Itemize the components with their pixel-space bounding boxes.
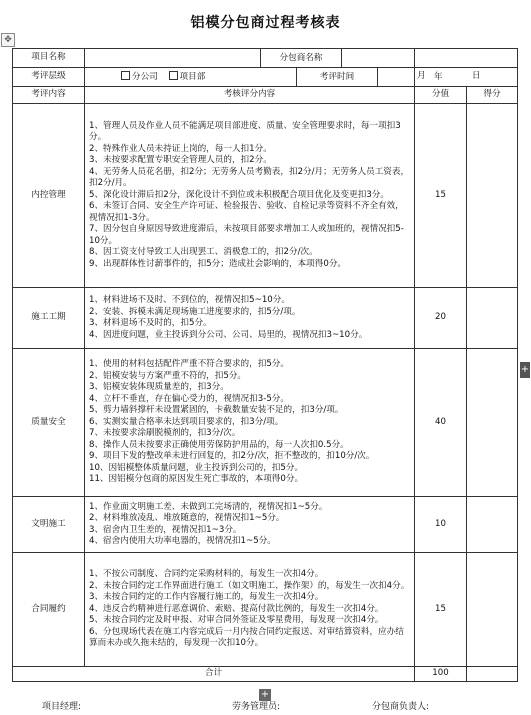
list-item: 1、管理人员及作业人员不能满足项目部进度、质量、安全管理要求时，每一项扣3分。: [89, 120, 401, 143]
list-item: 9、项目下发的整改单未进行回复的，扣2分/次，拒不整改的，扣10分/次。: [89, 451, 375, 462]
list-item: 7、未按要求涂刷脱模剂的，扣3分/次。: [89, 428, 241, 439]
branch-option-label: 分公司: [132, 72, 158, 82]
list-item: 5、深化设计滞后扣2分，深化设计不到位或未积极配合项目优化及变更扣3分。: [89, 189, 389, 200]
list-item: 4、因进度问题，业主投诉到分公司、公司、局里的，视情况扣3~10分。: [89, 329, 368, 340]
section-points: 40: [415, 349, 467, 497]
section-points: 15: [415, 553, 467, 667]
subcontractor-value[interactable]: [415, 49, 518, 68]
section-row: [13, 288, 518, 349]
list-item: 5、未按合同约定及时申报、对审合同外签证及零星费用，每发现一次扣4分。: [89, 615, 384, 626]
column-header-row: [13, 87, 518, 104]
list-item: 8、操作人员未按要求正确使用劳保防护用品的，每一人次扣0.5分。: [89, 439, 349, 450]
list-item: 3、宿舍内卫生差的，视情况扣1~3分。: [89, 524, 242, 535]
col-score-header: 得分: [467, 87, 518, 104]
section-score-cell[interactable]: [467, 288, 518, 349]
list-item: 4、立杆不垂直，存在偏心受力的，视情况扣3-5分。: [89, 393, 289, 404]
col-scoring-header: 考核评分内容: [85, 87, 415, 104]
list-item: 10、因铝模整体质量问题，业主投诉到公司的，扣5分。: [89, 462, 304, 473]
section-items: [85, 288, 415, 349]
list-item: 5、剪力墙斜撑杆未设置紧固的，卡截数量安装不足的，扣3分/项。: [89, 405, 344, 416]
list-item: 1、使用的材料包括配件严重不符合要求的，扣5分。: [89, 359, 289, 370]
section-row: [13, 349, 518, 497]
section-name: 内控管理: [13, 104, 85, 288]
project-dept-checkbox[interactable]: [169, 71, 178, 80]
assessment-table: [12, 48, 518, 682]
month-label: 月: [417, 71, 426, 81]
subcontractor-label: 分包商名称: [261, 49, 342, 67]
list-item: 7、因分包自身原因导致进度滞后，未按项目部要求增加工人或加班的，视情况扣5-10分。: [89, 224, 404, 246]
list-item: 11、因铝模分包商的原因发生死亡事故的，本项得0分。: [89, 474, 304, 485]
project-name-label: 项目名称: [13, 49, 85, 68]
project-name-row: [13, 49, 518, 68]
section-items: [85, 497, 415, 553]
section-row: [13, 497, 518, 553]
section-items: [85, 104, 415, 288]
level-label: 考评层级: [13, 68, 85, 87]
list-item: 6、实测实量合格率未达到项目要求的，扣3分/项。: [89, 416, 284, 427]
list-item: 3、未按合同约定的工作内容履行施工的，每发生一次扣4分。: [89, 592, 324, 603]
sub-manager-label: 分包商负责人:: [372, 702, 430, 712]
section-row: [13, 553, 518, 667]
table-move-handle-icon[interactable]: ✥: [1, 33, 15, 47]
section-name: 合同履约: [13, 553, 85, 667]
project-dept-option-label: 项目部: [179, 72, 206, 82]
total-label: 合计: [13, 667, 415, 682]
list-item: 6、未签订合同、安全生产许可证、检验报告、验收、自检记录等资料不齐全有效，视情况扣1-3分。: [89, 201, 404, 223]
list-item: 4、无劳务人员花名册，扣2分；无劳务人员考勤表，扣2分/月；无劳务人员工资表，扣2分/月。: [89, 166, 410, 189]
project-name-field[interactable]: [85, 49, 415, 68]
section-score-cell[interactable]: [467, 349, 518, 497]
project-name-value[interactable]: [85, 49, 261, 67]
list-item: 2、特殊作业人员未持证上岗的，每一人扣1分。: [89, 143, 272, 154]
list-item: 3、铝模安装体现质量差的，扣3分。: [89, 382, 229, 393]
col-content-header: 考评内容: [13, 87, 85, 104]
section-name: 施工工期: [13, 288, 85, 349]
section-score-cell[interactable]: [467, 104, 518, 288]
signature-footer: [0, 699, 531, 713]
section-row: [13, 104, 518, 288]
section-name: 文明施工: [13, 497, 85, 553]
total-score-cell[interactable]: [467, 667, 518, 682]
section-points: 15: [415, 104, 467, 288]
section-points: 10: [415, 497, 467, 553]
level-row: [13, 68, 518, 87]
section-items: [85, 553, 415, 667]
list-item: 3、材料退场不及时的，扣5分。: [89, 318, 212, 328]
time-label: 考评时间: [297, 68, 378, 86]
section-score-cell[interactable]: [467, 497, 518, 553]
year-label: 年: [434, 72, 443, 82]
list-item: 9、出现群体性讨薪事件的，扣5分；造成社会影响的，本项得0分。: [89, 258, 347, 269]
col-points-header: 分值: [415, 87, 467, 104]
list-item: 3、未按要求配置专职安全管理人员的，扣2分。: [89, 155, 272, 166]
list-item: 1、作业面文明施工差、未做到工完场清的，视情况扣1~5分。: [89, 501, 328, 512]
day-label: 日: [472, 71, 481, 81]
section-items: [85, 349, 415, 497]
list-item: 1、不按公司制度、合同约定采购材料的，每发生一次扣4分。: [89, 569, 324, 580]
list-item: 1、材料进场不及时、不到位的，视情况扣5~10分。: [89, 295, 290, 305]
list-item: 6、分包现场代表在施工内容完成后一月内按合同约定报送、对审结算资料，应办结算而未办或久拖未结的，每发现一次扣10分。: [89, 626, 404, 649]
section-name: 质量安全: [13, 349, 85, 497]
page-title: 铝模分包商过程考核表: [190, 15, 341, 31]
expand-right-icon[interactable]: +: [520, 362, 530, 378]
list-item: 2、安装、拆模未满足现场施工进度要求的，扣5分/项。: [89, 306, 301, 317]
list-item: 8、因工资支付导致工人出现罢工、消极怠工的，扣2分/次。: [89, 247, 318, 258]
labor-manager-label: 劳务管理员:: [232, 702, 281, 712]
branch-checkbox[interactable]: [121, 71, 130, 80]
list-item: 2、材料堆放凌乱、堆放随意的，视情况扣1~5分。: [89, 513, 285, 523]
total-points: 100: [415, 667, 467, 682]
section-score-cell[interactable]: [467, 553, 518, 667]
list-item: 4、违反合约精神进行恶意调价、索赔、提高付款比例的，每发生一次扣4分。: [89, 603, 384, 614]
add-row-icon[interactable]: +: [260, 689, 270, 700]
total-row: [13, 667, 518, 682]
list-item: 4、宿舍内使用大功率电器的，视情况扣1~5分。: [89, 536, 276, 546]
section-points: 20: [415, 288, 467, 349]
list-item: 2、未按合同约定工作界面进行施工（如文明施工、操作架）的，每发生一次扣4分。: [89, 580, 410, 591]
project-manager-label: 项目经理:: [42, 702, 82, 712]
list-item: 2、铝模安装与方案严重不符的，扣5分。: [89, 370, 247, 381]
